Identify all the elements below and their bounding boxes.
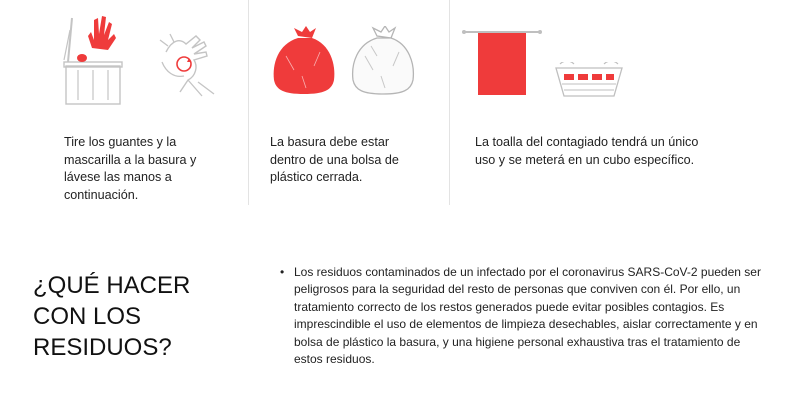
trash-can-gloves-icon [58,10,128,106]
hand-washing-icon [158,32,218,98]
panel-dispose-gloves [0,0,248,205]
section-heading: ¿QUÉ HACER CON LOS RESIDUOS? [33,272,191,361]
caption-dispose-gloves: Tire los guantes y la mascarilla a la basura y lávese las manos a continuación. [64,135,197,202]
red-trash-bag-icon [272,26,336,96]
white-trash-bag-icon [351,26,415,96]
panel-trash-bag [249,0,449,205]
hanging-towel-icon [462,26,542,98]
bullet-item: • Los residuos contaminados de un infectado por el coronavirus SARS-CoV-2 pueden ser peligrosos para la seguridad del resto de personas que conviven con él. Por ello, un tratamiento correcto de los restos generados puede evitar posibles contagios. Es imprescindible el uso de elementos de limpieza desechables, aislar correctamente y en bolsa de plástico la basura, y una higiene personal exhaustiva tras el tratamiento de estos residuos. [280,264,770,368]
bullet-list [280,264,770,368]
laundry-basket-icon [554,62,624,98]
caption-trash-bag: La basura debe estar dentro de una bolsa de plástico cerrada. [270,135,399,185]
caption-towel: La toalla del contagiado tendrá un único uso y se meterá en un cubo específico. [475,135,699,167]
panel-towel [450,0,793,205]
